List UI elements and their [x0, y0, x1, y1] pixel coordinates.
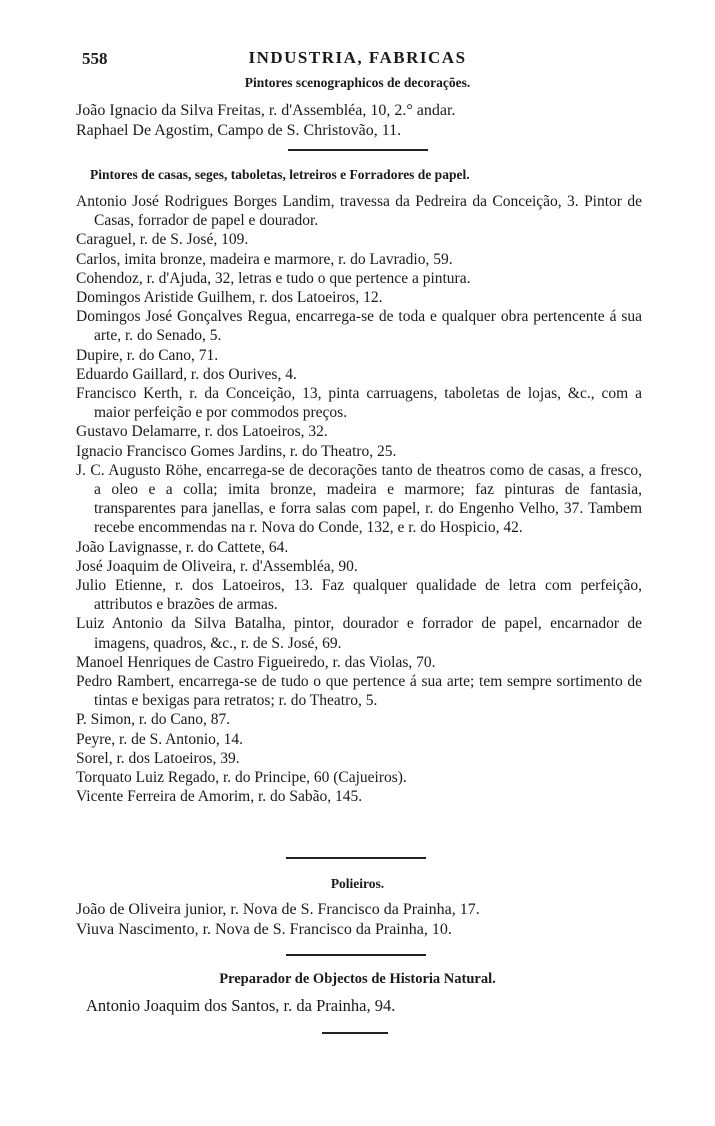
section-divider: [286, 857, 426, 859]
running-head: INDUSTRIA, FABRICAS: [248, 48, 467, 67]
entry: Raphael De Agostim, Campo de S. Christovão, 11.: [76, 122, 402, 139]
section-divider: [288, 149, 428, 151]
entry: Julio Etienne, r. dos Latoeiros, 13. Faz qualquer qualidade de letra com perfeição, attributos e brazões de armas.: [76, 577, 642, 614]
entry: Domingos Aristide Guilhem, r. dos Latoeiros, 12.: [76, 289, 383, 307]
section-heading-house-painters: Pintores de casas, seges, taboletas, letreiros e Forradores de papel.: [90, 167, 470, 182]
entry: Torquato Luiz Regado, r. do Principe, 60 (Cajueiros).: [76, 769, 407, 787]
entry: Peyre, r. de S. Antonio, 14.: [76, 730, 244, 748]
entry: José Joaquim de Oliveira, r. d'Assembléa, 90.: [76, 557, 358, 575]
section-divider: [322, 1032, 388, 1034]
entry: Vicente Ferreira de Amorim, r. do Sabão, 145.: [76, 788, 363, 806]
entry: Pedro Rambert, encarrega-se de tudo o que pertence á sua arte; tem sempre sortimento de tintas e bexigas para retratos; r. do Theatro, 5.: [76, 673, 642, 710]
entry: Antonio Joaquim dos Santos, r. da Prainha, 94.: [86, 996, 396, 1015]
entry: Antonio José Rodrigues Borges Landim, travessa da Pedreira da Conceição, 3. Pintor de Casas, forrador de papel e dourador.: [76, 193, 642, 230]
entry: P. Simon, r. do Cano, 87.: [76, 711, 231, 729]
entries-natural-history: [86, 996, 652, 1015]
entry: Ignacio Francisco Gomes Jardins, r. do Theatro, 25.: [76, 442, 397, 460]
section-heading-polieiros: Polieiros.: [330, 876, 385, 891]
page-number: 558: [82, 49, 108, 68]
entry: J. C. Augusto Röhe, encarrega-se de decorações tanto de theatros como de casas, a fresco, a oleo e a colla; imita bronze, madeira e marmore; faz pinturas de fantasia, transparentes para janellas, e forra salas com papel, r. do Engenho Velho, 37. Tambem recebe encommendas na r. Nova do Conde, 132, e r. do Hospicio, 42.: [76, 461, 642, 537]
entry: Manoel Henriques de Castro Figueiredo, r. das Violas, 70.: [76, 653, 436, 671]
section-heading-natural-history: Preparador de Objectos de Historia Natural.: [219, 971, 496, 987]
entry: Dupire, r. do Cano, 71.: [76, 346, 219, 364]
entry: Francisco Kerth, r. da Conceição, 13, pinta carruagens, taboletas de lojas, &c., com a maior perfeição e por commodos preços.: [76, 385, 642, 422]
entry: Cohendoz, r. d'Ajuda, 32, letras e tudo o que pertence a pintura.: [76, 269, 471, 287]
entry: Sorel, r. dos Latoeiros, 39.: [76, 749, 240, 767]
entries-polieiros: [76, 900, 642, 940]
entry: Gustavo Delamarre, r. dos Latoeiros, 32.: [76, 423, 328, 441]
entry: João de Oliveira junior, r. Nova de S. Francisco da Prainha, 17.: [76, 901, 480, 918]
entry: Carlos, imita bronze, madeira e marmore, r. do Lavradio, 59.: [76, 250, 453, 268]
entry: Caraguel, r. de S. José, 109.: [76, 231, 249, 249]
entry: Eduardo Gaillard, r. dos Ourives, 4.: [76, 365, 297, 383]
entry: Domingos José Gonçalves Regua, encarrega-se de toda e qualquer obra pertencente á sua arte, r. do Senado, 5.: [76, 308, 642, 345]
entry: Viuva Nascimento, r. Nova de S. Francisco da Prainha, 10.: [76, 921, 452, 938]
entries-scenographic: [76, 101, 642, 141]
entry: João Ignacio da Silva Freitas, r. d'Assembléa, 10, 2.° andar.: [76, 102, 456, 119]
section-divider: [286, 954, 426, 956]
entries-house-painters: [76, 192, 642, 807]
entry: João Lavignasse, r. do Cattete, 64.: [76, 538, 289, 556]
entry: Luiz Antonio da Silva Batalha, pintor, dourador e forrador de papel, encarnador de imagens, quadros, &c., r. de S. José, 69.: [76, 615, 642, 652]
section-heading-scenographic: Pintores scenographicos de decorações.: [244, 75, 471, 90]
